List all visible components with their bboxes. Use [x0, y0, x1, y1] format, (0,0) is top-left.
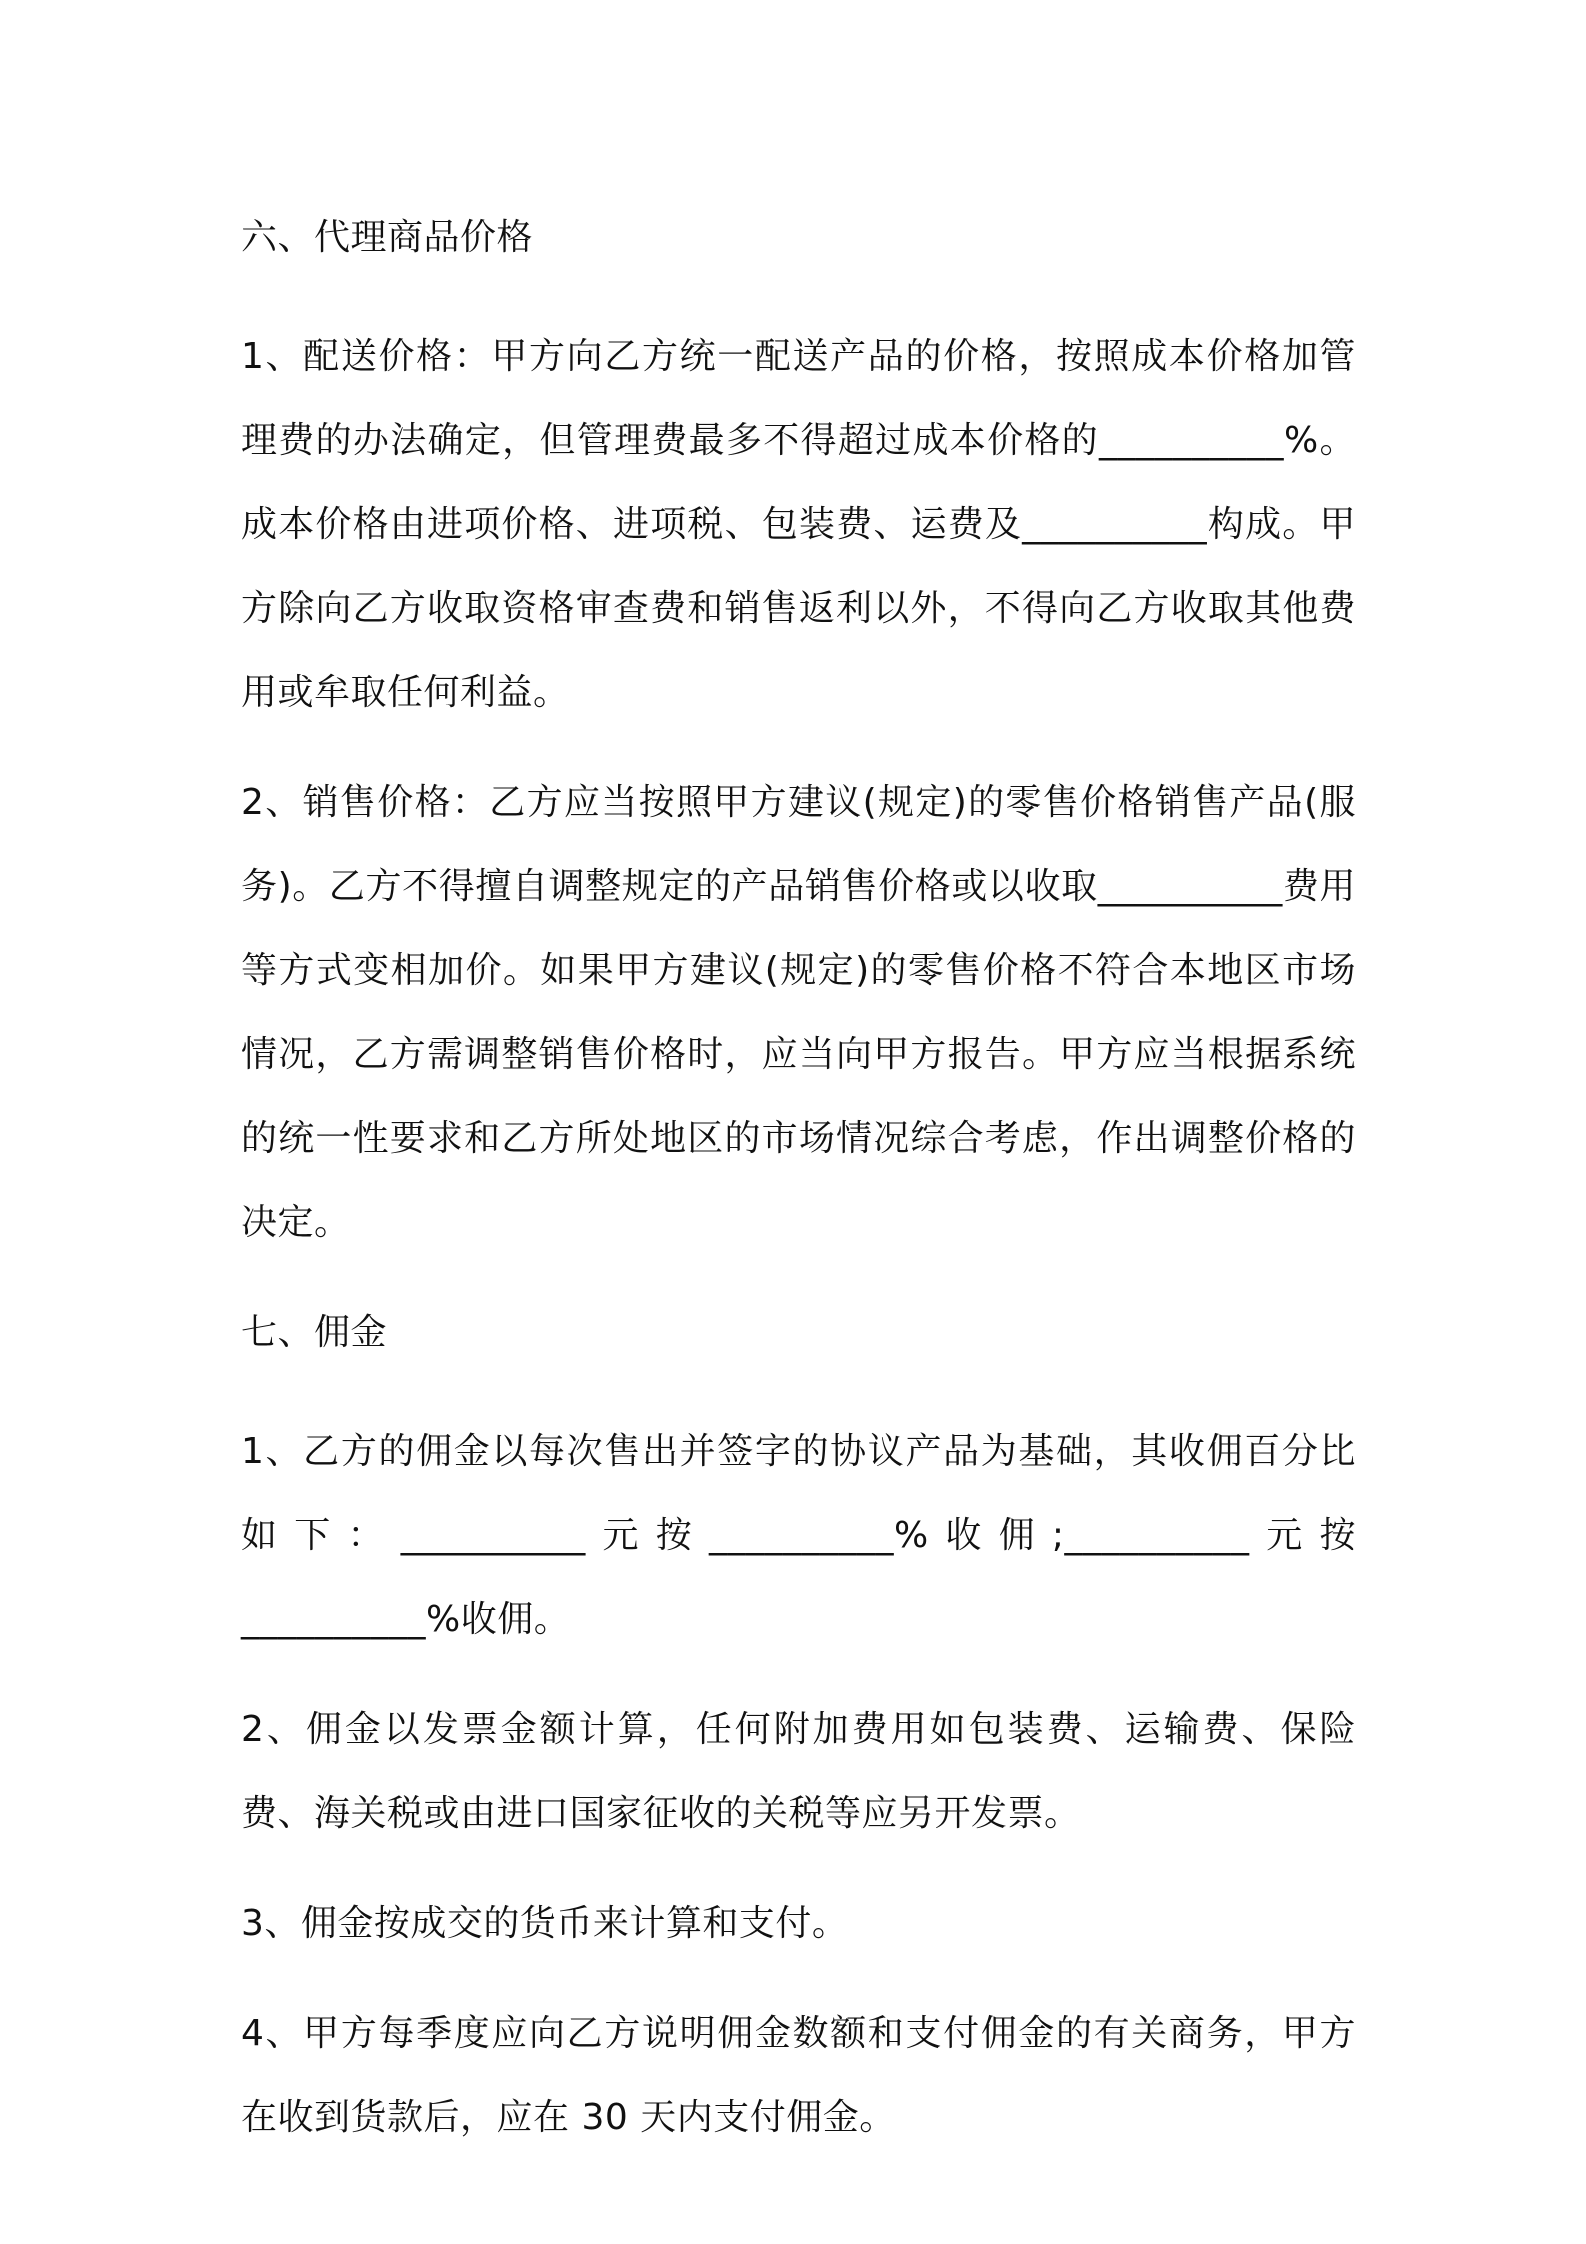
- document-body: [241, 196, 1356, 2186]
- clause-commission-invoice: 2、佣金以发票金额计算，任何附加费用如包装费、运输费、保险费、海关税或由进口国家征收的关税等应另开发票。: [241, 1709, 1356, 1834]
- clause-commission-currency: 3、佣金按成交的货币来计算和支付。: [241, 1903, 849, 1944]
- clause-commission-rate: 1、乙方的佣金以每次售出并签字的协议产品为基础，其收佣百分比如下：__________元按__________%收佣;__________元按__________%收佣。: [241, 1431, 1356, 1640]
- section-heading-pricing: 六、代理商品价格: [241, 217, 534, 258]
- clause-sales-price: 2、销售价格：乙方应当按照甲方建议(规定)的零售价格销售产品(服务)。乙方不得擅自调整规定的产品销售价格或以收取__________费用等方式变相加价。如果甲方建议(规定)的零售价格不符合本地区市场情况，乙方需调整销售价格时，应当向甲方报告。甲方应当根据系统的统一性要求和乙方所处地区的市场情况综合考虑，作出调整价格的决定。: [241, 782, 1356, 1243]
- section-heading-commission: 七、佣金: [241, 1312, 388, 1353]
- clause-delivery-price: 1、配送价格：甲方向乙方统一配送产品的价格，按照成本价格加管理费的办法确定，但管理费最多不得超过成本价格的__________%。成本价格由进项价格、进项税、包装费、运费及__________构成。甲方除向乙方收取资格审查费和销售返利以外，不得向乙方收取其他费用或牟取任何利益。: [241, 336, 1356, 713]
- clause-commission-payment: 4、甲方每季度应向乙方说明佣金数额和支付佣金的有关商务，甲方在收到货款后，应在 30 天内支付佣金。: [241, 2013, 1356, 2138]
